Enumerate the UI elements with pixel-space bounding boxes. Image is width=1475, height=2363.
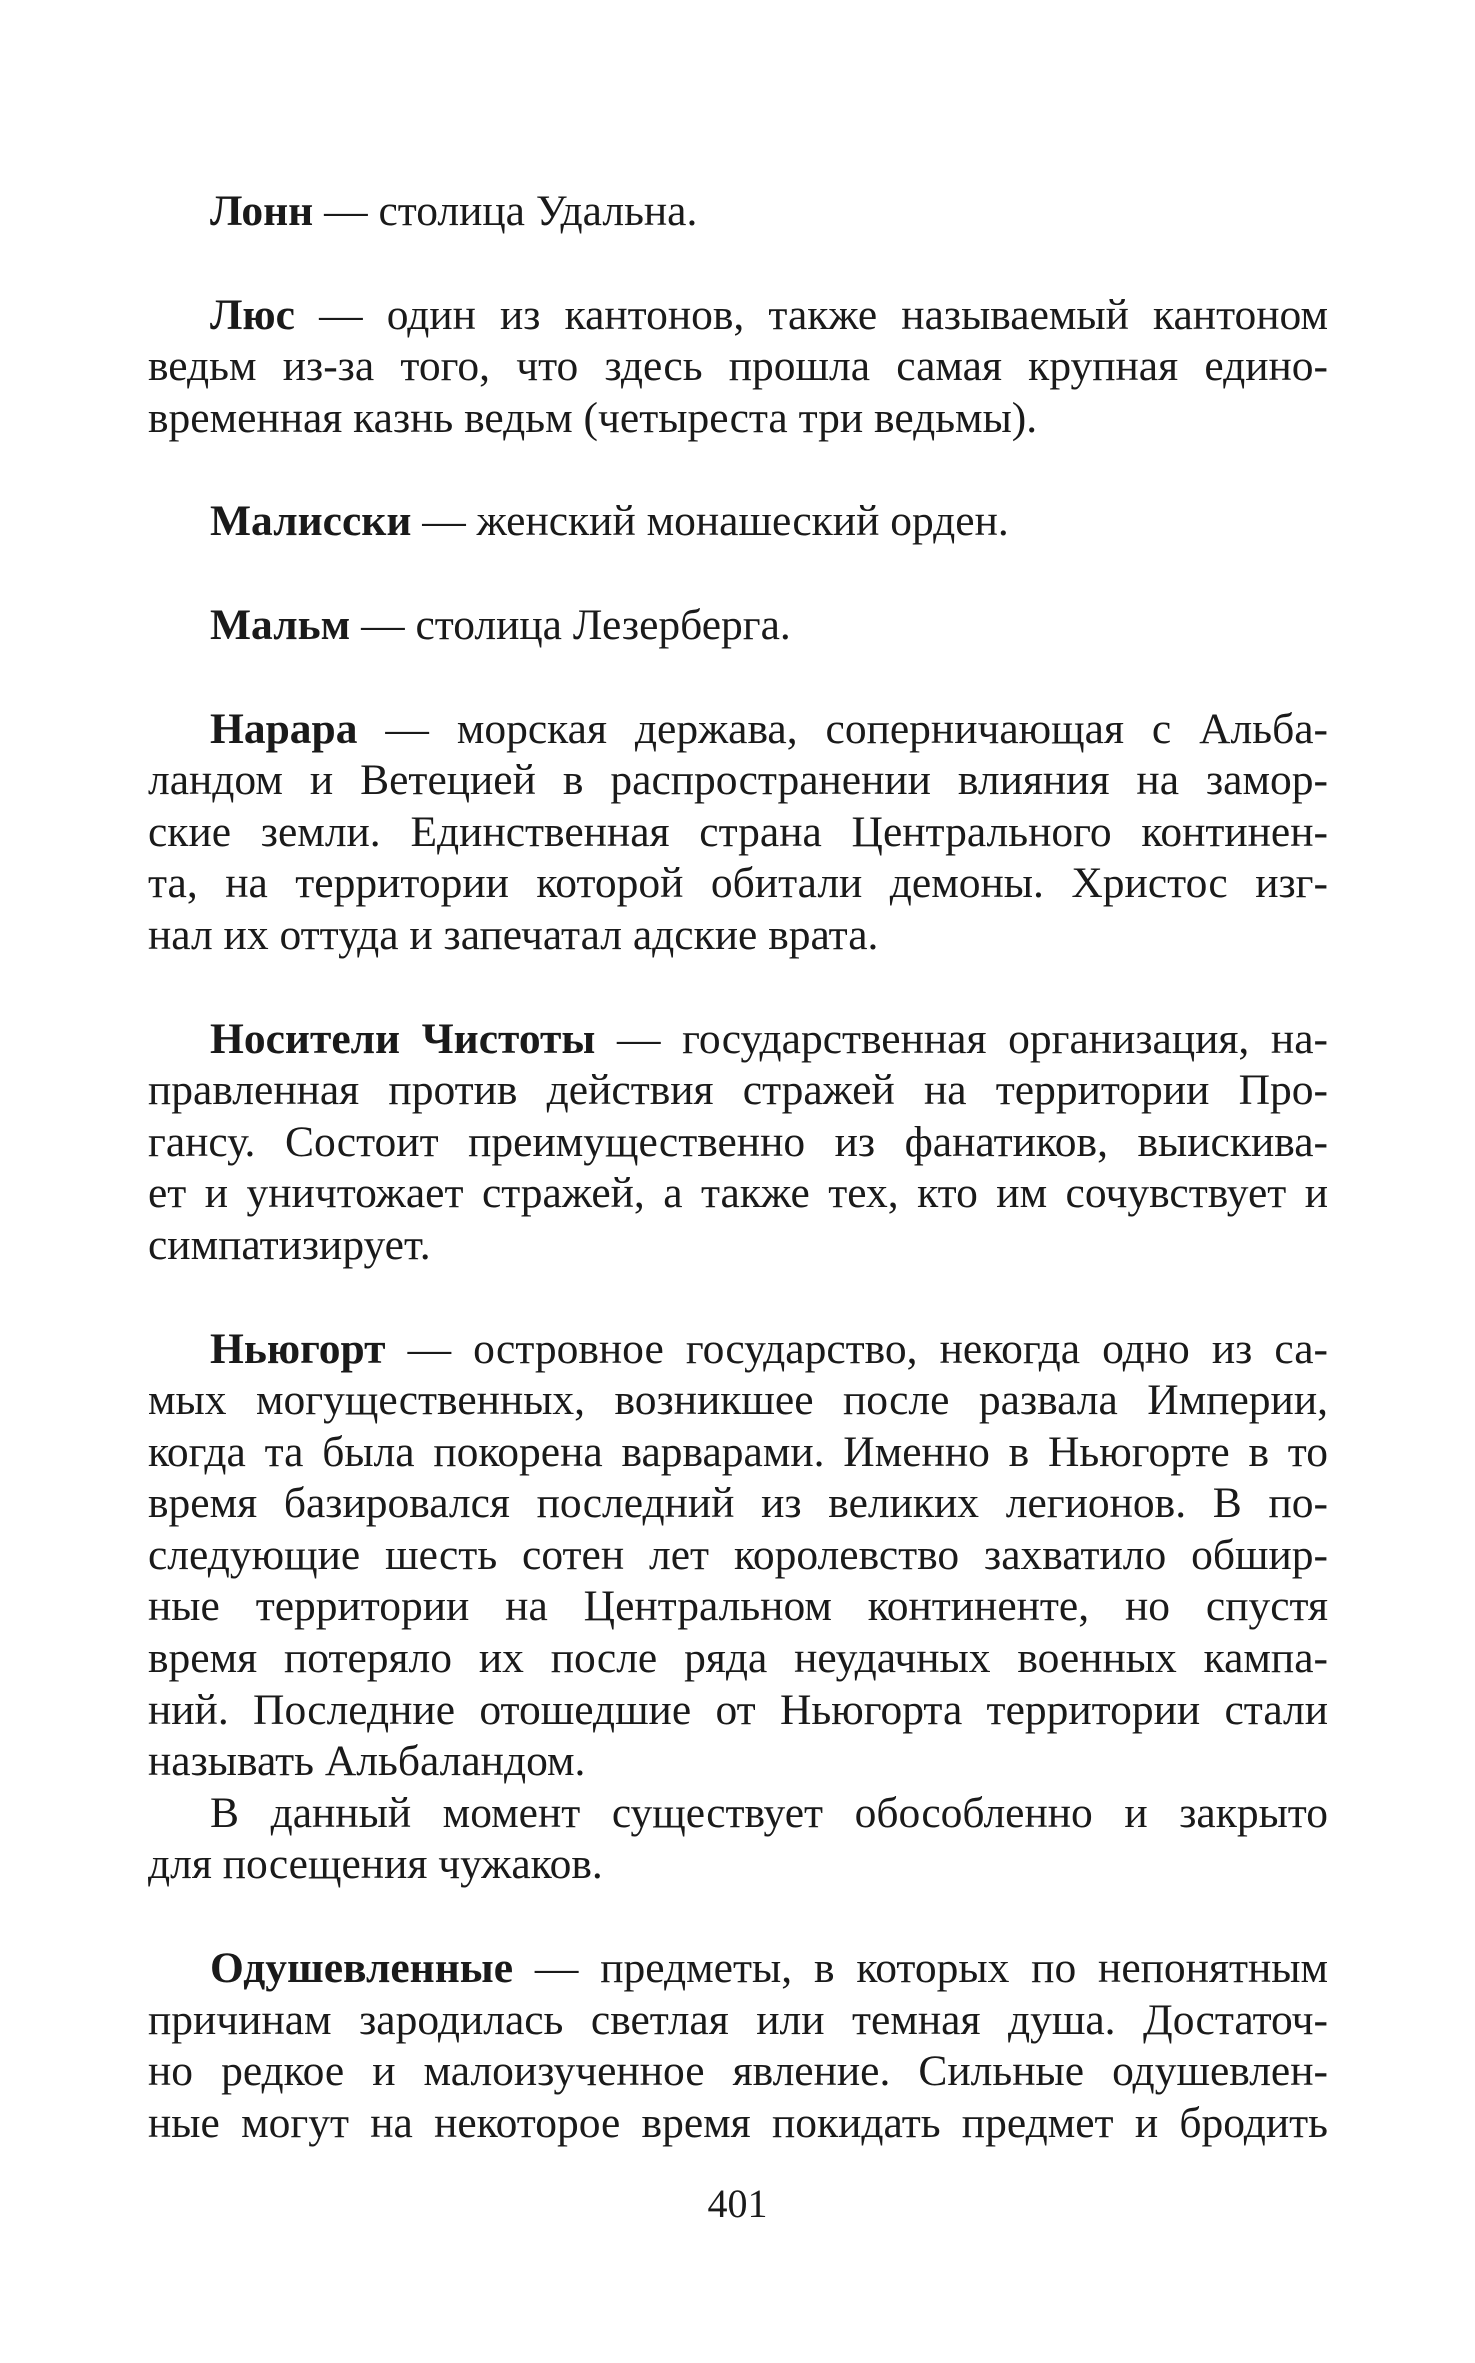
entry-line (148, 600, 1328, 652)
entry-text: — один из кантонов, также называемый кантоном (319, 290, 1329, 339)
entry-line (148, 704, 1328, 756)
entry-text: но редкое и малоизученное явление. Сильные одушевлен- (148, 2047, 1328, 2096)
entry-line (148, 807, 1328, 859)
entry-text: нал их оттуда и запечатал адские врата. (148, 910, 879, 959)
entry-text: ландом и Ветецией в распространении влияния на замор- (148, 756, 1328, 805)
entry-line (148, 1581, 1328, 1633)
entry-text: ские земли. Единственная страна Центрального континен- (148, 807, 1328, 856)
entry-line (148, 1117, 1328, 1169)
entry-line (148, 1685, 1328, 1737)
entry-line (148, 1943, 1328, 1995)
entry-continuation-line: для посещения чужаков. (148, 1840, 603, 1889)
entry-line (148, 1478, 1328, 1530)
entry-line (148, 496, 1328, 548)
entry-text: — предметы, в которых по непонятным (534, 1944, 1328, 1993)
entry-term: Мальм (210, 600, 351, 649)
entry-text: ные могут на некоторое время покидать предмет и бродить (148, 2098, 1328, 2147)
entry-line (148, 1220, 1328, 1272)
glossary-entry (148, 704, 1328, 962)
entry-line (148, 186, 1328, 238)
glossary-entry (148, 600, 1328, 652)
entry-line (148, 1375, 1328, 1427)
entry-text: называть Альбаландом. (148, 1737, 586, 1786)
glossary-entry (148, 186, 1328, 238)
entry-line (148, 1633, 1328, 1685)
entry-term: Нарара (210, 704, 358, 753)
entry-text: ний. Последние отошедшие от Ньюгорта территории стали (148, 1685, 1328, 1734)
glossary-entry (148, 1014, 1328, 1272)
entry-line (148, 755, 1328, 807)
entry-line (148, 1995, 1328, 2047)
entry-text: — женский монашеский орден. (422, 497, 1009, 546)
entry-line (148, 1427, 1328, 1479)
entry-text: правленная против действия стражей на территории Про- (148, 1066, 1328, 1115)
entry-line (148, 910, 1328, 962)
entry-text: ет и уничтожает стражей, а также тех, кто им сочувствует и (148, 1169, 1328, 1218)
entry-text: гансу. Состоит преимущественно из фанатиков, выискива- (148, 1117, 1328, 1166)
glossary-entry (148, 496, 1328, 548)
entry-line (148, 1014, 1328, 1066)
entry-line (148, 341, 1328, 393)
entry-term: Носители Чистоты (210, 1014, 596, 1063)
entry-term: Ньюгорт (210, 1324, 386, 1373)
entry-text: время потеряло их после ряда неудачных военных кампа- (148, 1634, 1328, 1683)
glossary-entry (148, 1324, 1328, 1892)
entry-line (148, 1065, 1328, 1117)
entry-text: — столица Удальна. (324, 187, 698, 235)
entry-line (148, 1324, 1328, 1376)
entry-term: Одушевленные (210, 1944, 514, 1993)
page-body (148, 186, 1328, 2201)
entry-text: — столица Лезерберга. (361, 600, 791, 649)
entry-text: временная казнь ведьм (четыреста три ведьмы). (148, 393, 1038, 442)
entry-text: — морская держава, соперничающая с Альба- (385, 704, 1329, 753)
entry-text: время базировался последний из великих легионов. В по- (148, 1479, 1328, 1528)
entry-line (148, 1736, 1328, 1788)
entry-line (148, 393, 1328, 445)
entry-term: Люс (210, 290, 295, 339)
entry-text: мых могущественных, возникшее после развала Империи, (148, 1376, 1328, 1425)
entry-text: причинам зародилась светлая или темная душа. Достаточ- (148, 1995, 1328, 2044)
entry-line (148, 1168, 1328, 1220)
entry-text: та, на территории которой обитали демоны. Христос изг- (148, 859, 1328, 908)
entry-text: симпатизирует. (148, 1220, 431, 1269)
glossary-entry (148, 290, 1328, 445)
glossary-entry (148, 1943, 1328, 2149)
entry-text: следующие шесть сотен лет королевство захватило обшир- (148, 1530, 1328, 1579)
entry-line (148, 2098, 1328, 2150)
entry-text: ные территории на Центральном континенте, но спустя (148, 1582, 1328, 1631)
entry-text: — государственная организация, на- (617, 1014, 1328, 1063)
entry-text: когда та была покорена варварами. Именно в Ньюгорте в то (148, 1427, 1328, 1476)
entry-line (148, 2046, 1328, 2098)
entry-text: — островное государство, некогда одно из са- (407, 1324, 1329, 1373)
entry-term: Лонн (210, 187, 314, 235)
page-number: 401 (707, 2181, 768, 2226)
entry-line (148, 290, 1328, 342)
entry-continuation-line: В данный момент существует обособленно и закрыто (210, 1788, 1328, 1837)
entry-line (148, 858, 1328, 910)
entry-term: Малисски (210, 497, 412, 546)
entry-line (148, 1530, 1328, 1582)
entry-text: ведьм из-за того, что здесь прошла самая крупная едино- (148, 342, 1328, 391)
